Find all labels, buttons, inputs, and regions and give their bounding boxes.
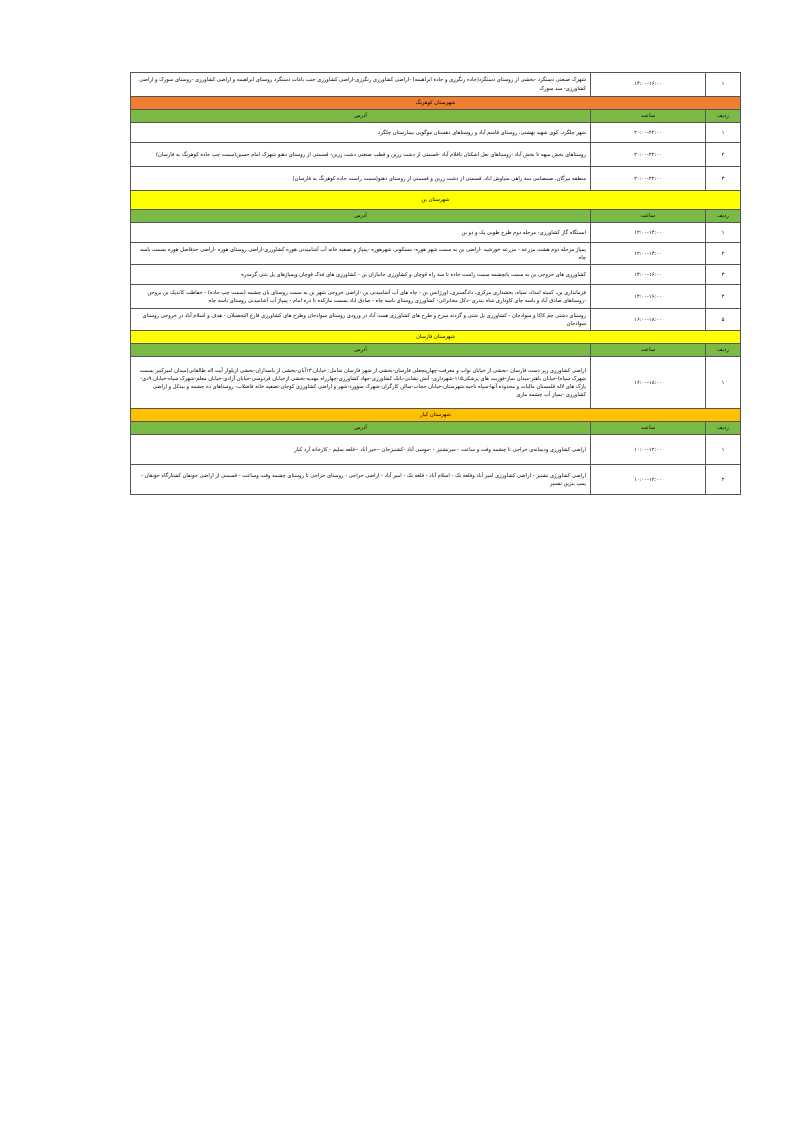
row-index: ۲ (706, 465, 741, 495)
column-header-time: ساعت (591, 344, 706, 357)
row-index: ۲ (706, 243, 741, 265)
row-address: شهر چلگرد، کوی شهید بهشتی، روستای قاسم آباد و روستاهای دهستان موگویی بیمارستان چلگرد (131, 123, 591, 143)
table-row (131, 143, 741, 167)
column-header-index: ردیف (706, 344, 741, 357)
table-row (131, 223, 741, 243)
row-index: ۱ (706, 123, 741, 143)
row-index: ۳ (706, 167, 741, 191)
section-title: شهرستان کوهرنگ (131, 97, 741, 110)
column-header-address: آدرس (131, 422, 591, 435)
row-index: ۱ (706, 223, 741, 243)
column-header-index: ردیف (706, 422, 741, 435)
row-address: اراضی کشاورزی تشنیز - اراضی کشاورزی امیر آباد وقلعه تک - اسلام آباد - قلعه تک - امیر آباد - اراضی خراجی - روستای خراجی تا روستای چشمه وفت وساعت - قسمتی از اراضی جونقان کشتارگاه جونقان - پمپ بنزین تشنیز (131, 465, 591, 495)
section-title: شهرستان فارسان (131, 331, 741, 344)
row-address: فرمانداری بن، کمیته امداد، سپاه، بخشداری مرکزی، دادگستری، اورژانس بن - چاه های آب آشامیدنی بن -اراضی خروجی شهر بن به سمت روستای یان چشمه (سمت چپ جاده) - حفاظت کاندیک بن بروجن -روستاهای صادق آباد و باسه چای کاوداری شاه بندری -دکل مخابراتی- کشاورزی روستای باسه چاه - صادق اباد بسمت مارکده تا دره امام - پمپاژ آب آشامیدنی روستای باسه چاه (131, 285, 591, 309)
section-title-row (131, 331, 741, 344)
section-title-row (131, 409, 741, 422)
row-address: روستاهای بخش میهه تا بخش آباد -روستاهای نعل اشکنان تافلام آباد -قسمتی از دشت زرین و قطب صنعتی دشت زرین- قسمتی از روستای دهنو شهرک امام حسین(سمت چپ جاده کوهرنگ به فارسان) (131, 143, 591, 167)
table-row (131, 167, 741, 191)
table-row (131, 357, 741, 409)
row-address: ایستگاه گاز کشاورزی- مرحله دوم طرح طوبی یک و دو بن (131, 223, 591, 243)
row-time: ۱۶:۰۰-۱۸:۰۰ (591, 357, 706, 409)
row-time: ۱۲:۰۰-۱۴:۰۰ (591, 223, 706, 243)
table-header-row (131, 110, 741, 123)
section-title: شهرستان بن (131, 191, 741, 210)
table-row (131, 309, 741, 331)
row-index: ۳ (706, 265, 741, 285)
row-time: ۲۰:۰۰-۲۲:۰۰ (591, 143, 706, 167)
row-time: ۲۰:۰۰-۲۲:۰۰ (591, 123, 706, 143)
row-time: ۱۶:۰۰-۱۸:۰۰ (591, 309, 706, 331)
row-time: ۱۰:۰۰-۱۲:۰۰ (591, 435, 706, 465)
section-title-row (131, 191, 741, 210)
column-header-address: آدرس (131, 110, 591, 123)
row-address: منطقه بیرگان، صمصامی سه راهی سیاوش اباد، قسمتی از دشت زرین و قسمتی از روستای دهنو(سمت راست جاده کوهرنگ به فارسان) (131, 167, 591, 191)
row-time: ۲۰:۰۰-۲۲:۰۰ (591, 167, 706, 191)
row-index: ۱ (706, 435, 741, 465)
row-index: ۴ (706, 285, 741, 309)
table-header-row (131, 210, 741, 223)
row-index: ۱ (706, 357, 741, 409)
row-address: پمپاژ مرحله دوم هشت مزرعه - مزرعه خورشید -اراضی بن به سمت شهر هوره- مسکونی شهرهوره -پمپاژ و تصفیه خانه آب آشامیدنی هوره کشاورزی-اراضی روستای هوره -اراضی حدفاصل هوره بسمت باسه چاه (131, 243, 591, 265)
table-row (131, 285, 741, 309)
column-header-time: ساعت (591, 210, 706, 223)
table-row (131, 435, 741, 465)
outage-schedule-table (130, 72, 741, 495)
row-address: روستای دشتی چم کاکا و سوادجان - کشاورزی پل شتی و گردنه سرخ و طرح های کشاورزی همت آباد در ورودی روستای سوادجان وطرح های کشاورزی فارغ التحصیلان - هدف و اسلام آباد در خروجی روستای سوادجان (131, 309, 591, 331)
column-header-index: ردیف (706, 210, 741, 223)
row-index: ۱ (706, 73, 741, 97)
row-time: ۱۴:۰۰-۱۶:۰۰ (591, 285, 706, 309)
row-time: ۱۴:۰۰-۱۶:۰۰ (591, 73, 706, 97)
table-row (131, 243, 741, 265)
row-time: ۱۴:۰۰-۱۶:۰۰ (591, 265, 706, 285)
table-row (131, 465, 741, 495)
row-address: اراضی کشاورزی زیر دست فارسان -بخشی از خیابان نواب و معرفت-چهارپنجعلی فارسان-بخشی از شهر فارسان شامل: خیابان ۱۳آبان-بخشی از پاسداران-بخشی ازبلوار آیت اله طالقانی(میدان امیرکبیر بسمت شهرک سپاه)-خیابان باهنر-میدان نماز-فوریت های پزشکی۱۱۵-شهرداری- آتش نشانی-بانک کشاورزی-جهاد کشاورزی-چهارراه مهدیه-بخشی ازخیابان فردوسی-خیابان آزادی-خیابان معلم-شهرک سپاه-خیابان ۹دی-پارک های لاله قلمستان مالیات و محدوده آنها-سپاه ناحیه شهرستان-خیابان حجاب-سالن کارگران-شهرک سوورد-شهر و اراضی کشاورزی کوجان-تصفیه خانه فاضلاب- روستاهای ده چشمه و بیدکل و اراضی کشاورزی -پمپاژ آب چشمه ماری (131, 357, 591, 409)
row-address: اراضی کشاورزی ودیمانه‌ی خراجی تا چشمه وفت و ساعت - سرتشنیز - -موسی آباد -کشنیزجان --خیر آباد --قلعه سلیم - کارخانه آرد کیار (131, 435, 591, 465)
row-address: شهرک صنعتی دستگرد -بخشی از روستای دستگرد(جاده رنگرزی و جاده ابراهیمه) -اراضی کشاورزی رنگرزی-اراضی کشاورزی جنب باغات دستگرد روستای ابراهیمه و اراضی کشاورزی -روستای سورک و اراضی کشاورزی- سد سورک (131, 73, 591, 97)
row-time: ۱۲:۰۰-۱۴:۰۰ (591, 243, 706, 265)
section-title-row (131, 97, 741, 110)
column-header-time: ساعت (591, 422, 706, 435)
column-header-time: ساعت (591, 110, 706, 123)
table-row (131, 265, 741, 285)
row-index: ۲ (706, 143, 741, 167)
row-index: ۵ (706, 309, 741, 331)
column-header-address: آدرس (131, 344, 591, 357)
column-header-index: ردیف (706, 110, 741, 123)
table-row (131, 73, 741, 97)
table-row (131, 123, 741, 143)
row-time: ۱۰:۰۰-۱۲:۰۰ (591, 465, 706, 495)
column-header-address: آدرس (131, 210, 591, 223)
table-header-row (131, 344, 741, 357)
table-header-row (131, 422, 741, 435)
row-address: کشاورزی های خروجی بن به سمت پانچشمه سمت راست جاده تا سه راه قوچان و کشاورزی جانبازان بن - کشاورزی های فدک قوچان وپمپاژهای پل بتنی گرمدره (131, 265, 591, 285)
section-title: شهرستان کیار (131, 409, 741, 422)
